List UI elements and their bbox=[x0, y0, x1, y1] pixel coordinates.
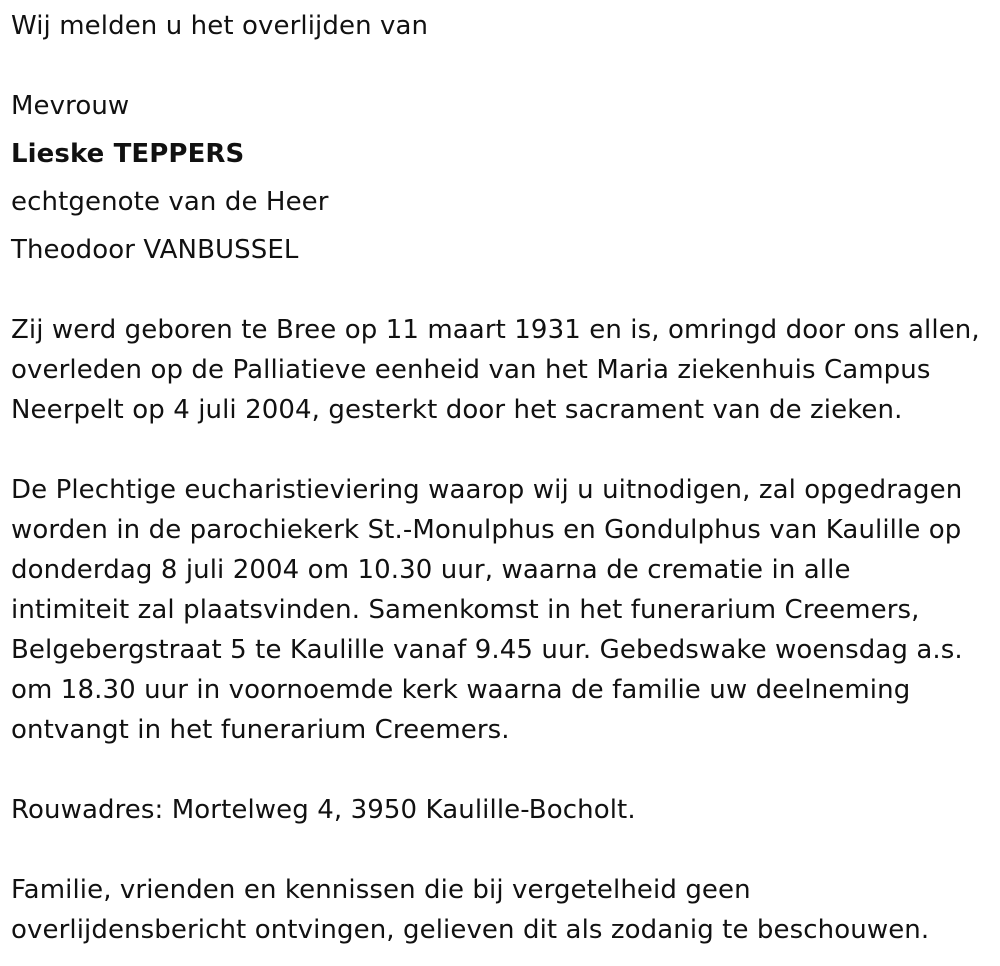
deceased-name: Lieske TEPPERS bbox=[11, 139, 245, 169]
intro-line: Wij melden u het overlijden van bbox=[11, 11, 429, 41]
paragraph-line: Neerpelt op 4 juli 2004, gesterkt door het sacrament van de zieken. bbox=[11, 395, 903, 425]
paragraph-line: worden in de parochiekerk St.-Monulphus en Gondulphus van Kaulille op bbox=[11, 515, 962, 545]
paragraph-line: Zij werd geboren te Bree op 11 maart 1931 en is, omringd door ons allen, bbox=[11, 315, 980, 345]
salutation: Mevrouw bbox=[11, 91, 130, 121]
paragraph-line: intimiteit zal plaatsvinden. Samenkomst in het funerarium Creemers, bbox=[11, 595, 920, 625]
paragraph-line: ontvangt in het funerarium Creemers. bbox=[11, 715, 510, 745]
mourning-address: Rouwadres: Mortelweg 4, 3950 Kaulille-Bocholt. bbox=[11, 795, 636, 825]
paragraph-line: Belgebergstraat 5 te Kaulille vanaf 9.45 uur. Gebedswake woensdag a.s. bbox=[11, 635, 963, 665]
paragraph-line: om 18.30 uur in voornoemde kerk waarna de familie uw deelneming bbox=[11, 675, 911, 705]
paragraph-line: overlijdensbericht ontvingen, gelieven dit als zodanig te beschouwen. bbox=[11, 915, 930, 945]
paragraph-line: donderdag 8 juli 2004 om 10.30 uur, waarna de crematie in alle bbox=[11, 555, 851, 585]
paragraph-line: De Plechtige eucharistieviering waarop wij u uitnodigen, zal opgedragen bbox=[11, 475, 963, 505]
paragraph-line: Familie, vrienden en kennissen die bij vergetelheid geen bbox=[11, 875, 751, 905]
spouse-relation: echtgenote van de Heer bbox=[11, 187, 329, 217]
paragraph-line: overleden op de Palliatieve eenheid van het Maria ziekenhuis Campus bbox=[11, 355, 931, 385]
spouse-name: Theodoor VANBUSSEL bbox=[11, 235, 299, 265]
